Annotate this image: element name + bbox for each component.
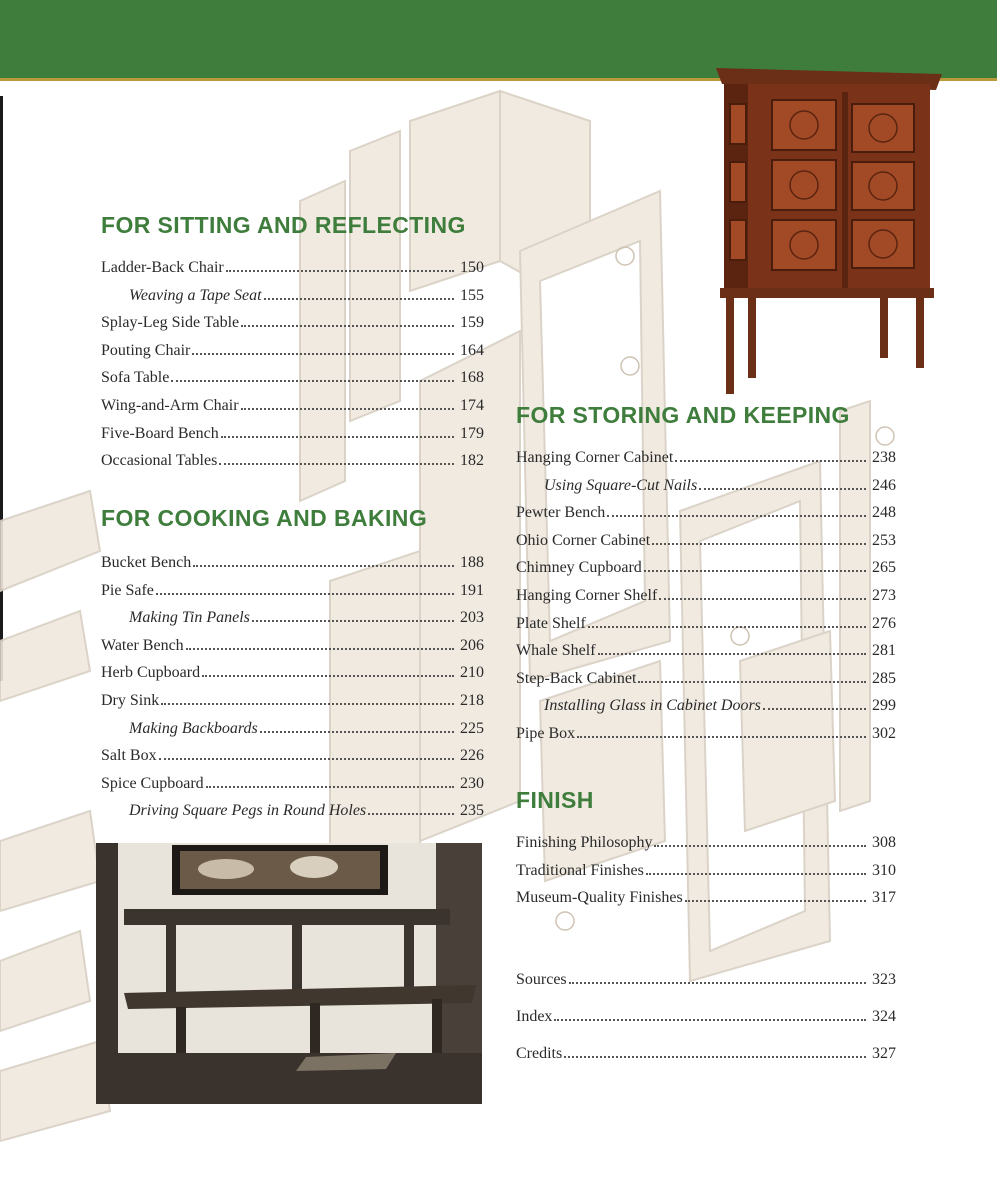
- toc-entry-page: 155: [460, 286, 484, 304]
- toc-entry[interactable]: [516, 829, 896, 857]
- toc-entry[interactable]: [516, 554, 896, 582]
- toc-entry-label: Using Square-Cut Nails: [544, 476, 698, 494]
- toc-entry-label: Salt Box: [101, 747, 157, 765]
- toc-entry-label: Pie Safe: [101, 581, 154, 599]
- leader-dots: [368, 813, 454, 815]
- toc-entry-page: 159: [460, 314, 484, 332]
- toc-list-finish: [516, 829, 896, 912]
- toc-entry-page: 188: [460, 554, 484, 571]
- toc-entry-label: Wing-and-Arm Chair: [101, 396, 239, 414]
- toc-entry-page: 225: [460, 719, 484, 737]
- toc-entry-page: 323: [872, 971, 896, 988]
- toc-entry[interactable]: [516, 998, 896, 1035]
- toc-entry[interactable]: [516, 692, 896, 720]
- section-cooking: [101, 505, 484, 825]
- toc-entry-page: 248: [872, 504, 896, 522]
- toc-entry[interactable]: [516, 527, 896, 555]
- section-title-storing: FOR STORING AND KEEPING: [516, 402, 850, 428]
- toc-entry-page: 168: [460, 369, 484, 387]
- toc-entry-page: 265: [872, 559, 896, 577]
- toc-entry-label: Chimney Cupboard: [516, 559, 642, 577]
- toc-entry-label: Sources: [516, 971, 567, 988]
- toc-entry[interactable]: [516, 665, 896, 693]
- toc-entry-page: 253: [872, 531, 896, 549]
- toc-entry-label: Bucket Bench: [101, 554, 192, 571]
- toc-list-cooking: [101, 549, 484, 825]
- toc-entry-label: Occasional Tables: [101, 452, 218, 470]
- leader-dots: [193, 565, 454, 567]
- toc-entry[interactable]: [516, 857, 896, 885]
- toc-entry-page: 281: [872, 642, 896, 660]
- toc-entry[interactable]: [516, 961, 896, 998]
- section-title-cooking: FOR COOKING AND BAKING: [101, 505, 428, 531]
- leader-dots: [685, 900, 866, 902]
- toc-entry-page: 226: [460, 747, 484, 765]
- toc-entry[interactable]: [516, 610, 896, 638]
- toc-entry[interactable]: [101, 577, 484, 605]
- toc-entry[interactable]: [101, 687, 484, 715]
- toc-entry-label: Sofa Table: [101, 369, 170, 387]
- leader-dots: [659, 598, 866, 600]
- toc-entry-page: 308: [872, 834, 896, 851]
- leader-dots: [241, 408, 454, 410]
- leader-dots: [226, 270, 454, 272]
- leader-dots: [675, 460, 866, 462]
- leader-dots: [699, 488, 866, 490]
- leader-dots: [554, 1019, 866, 1021]
- toc-list-sitting: [101, 254, 484, 475]
- leader-dots: [202, 675, 454, 677]
- toc-entry-page: 150: [460, 259, 484, 276]
- toc-entry-label: Finishing Philosophy: [516, 834, 653, 851]
- leader-dots: [569, 982, 866, 984]
- toc-entry-label: Traditional Finishes: [516, 861, 644, 879]
- toc-entry-label: Dry Sink: [101, 691, 160, 709]
- bench-photo: [96, 843, 482, 1104]
- toc-entry[interactable]: [101, 337, 484, 365]
- section-sitting: [101, 212, 484, 475]
- toc-entry-page: 206: [460, 636, 484, 654]
- toc-entry-page: 210: [460, 664, 484, 682]
- leader-dots: [644, 570, 866, 572]
- leader-dots: [654, 845, 866, 847]
- toc-entry-page: 179: [460, 424, 484, 442]
- toc-entry-label: Ladder-Back Chair: [101, 259, 224, 276]
- toc-entry-page: 299: [872, 697, 896, 715]
- toc-entry-label: Spice Cupboard: [101, 774, 204, 792]
- leader-dots: [652, 543, 866, 545]
- toc-entry[interactable]: [101, 282, 484, 310]
- toc-entry-label: Pouting Chair: [101, 341, 191, 359]
- toc-entry[interactable]: [516, 582, 896, 610]
- toc-entry-page: 164: [460, 341, 484, 359]
- toc-entry[interactable]: [101, 420, 484, 448]
- section-backmatter: [516, 961, 896, 1072]
- toc-list-storing: [516, 444, 896, 748]
- toc-entry-page: 327: [872, 1045, 896, 1062]
- leader-dots: [186, 648, 454, 650]
- leader-dots: [264, 298, 454, 300]
- toc-entry-page: 317: [872, 889, 896, 907]
- toc-entry-label: Whale Shelf: [516, 642, 596, 660]
- leader-dots: [206, 786, 454, 788]
- toc-entry[interactable]: [516, 472, 896, 500]
- toc-entry-label: Plate Shelf: [516, 614, 586, 632]
- toc-entry[interactable]: [101, 549, 484, 577]
- toc-entry-page: 310: [872, 861, 896, 879]
- leader-dots: [588, 626, 866, 628]
- toc-entry-label: Museum-Quality Finishes: [516, 889, 683, 907]
- toc-entry-label: Hanging Corner Cabinet: [516, 449, 674, 466]
- section-title-sitting: FOR SITTING AND REFLECTING: [101, 212, 466, 238]
- leader-dots: [577, 736, 866, 738]
- toc-entry-page: 238: [872, 449, 896, 466]
- toc-entry[interactable]: [516, 637, 896, 665]
- toc-entry-label: Ohio Corner Cabinet: [516, 531, 651, 549]
- leader-dots: [763, 708, 866, 710]
- leader-dots: [161, 703, 454, 705]
- leader-dots: [159, 758, 454, 760]
- toc-entry[interactable]: [101, 364, 484, 392]
- leader-dots: [192, 353, 454, 355]
- leader-dots: [598, 653, 866, 655]
- toc-entry-label: Weaving a Tape Seat: [129, 286, 262, 304]
- leader-dots: [607, 515, 866, 517]
- toc-entry-label: Driving Square Pegs in Round Holes: [129, 802, 367, 820]
- leader-dots: [219, 463, 454, 465]
- toc-entry[interactable]: [101, 742, 484, 770]
- toc-entry-label: Making Tin Panels: [129, 609, 250, 627]
- toc-entry-label: Making Backboards: [129, 719, 258, 737]
- toc-entry[interactable]: [516, 884, 896, 912]
- toc-entry-page: 182: [460, 452, 484, 470]
- toc-entry[interactable]: [101, 715, 484, 743]
- toc-entry[interactable]: [101, 770, 484, 798]
- toc-entry[interactable]: [101, 604, 484, 632]
- toc-entry-label: Herb Cupboard: [101, 664, 201, 682]
- toc-entry-label: Water Bench: [101, 636, 184, 654]
- toc-entry[interactable]: [516, 720, 896, 748]
- toc-entry-page: 191: [460, 581, 484, 599]
- toc-entry[interactable]: [101, 659, 484, 687]
- leader-dots: [564, 1056, 866, 1058]
- toc-entry-page: 273: [872, 586, 896, 604]
- toc-entry-label: Pipe Box: [516, 724, 576, 742]
- toc-entry[interactable]: [516, 499, 896, 527]
- toc-entry[interactable]: [101, 447, 484, 475]
- toc-entry-label: Credits: [516, 1045, 563, 1062]
- toc-entry-label: Step-Back Cabinet: [516, 669, 637, 687]
- toc-entry[interactable]: [101, 797, 484, 825]
- leader-dots: [260, 731, 454, 733]
- toc-entry[interactable]: [101, 254, 484, 282]
- leader-dots: [241, 325, 454, 327]
- toc-entry-page: 302: [872, 724, 896, 742]
- toc-entry[interactable]: [516, 444, 896, 472]
- toc-entry-label: Pewter Bench: [516, 504, 606, 522]
- toc-entry-label: Hanging Corner Shelf: [516, 586, 658, 604]
- toc-entry-page: 203: [460, 609, 484, 627]
- toc-entry-page: 235: [460, 802, 484, 820]
- toc-entry-page: 285: [872, 669, 896, 687]
- toc-entry-label: Installing Glass in Cabinet Doors: [544, 697, 761, 715]
- hanging-cabinet-photo: [712, 52, 946, 396]
- toc-entry-page: 218: [460, 691, 484, 709]
- toc-entry[interactable]: [101, 309, 484, 337]
- toc-entry-page: 246: [872, 476, 896, 494]
- toc-entry-label: Splay-Leg Side Table: [101, 314, 240, 332]
- leader-dots: [221, 436, 454, 438]
- toc-entry-label: Index: [516, 1008, 553, 1025]
- toc-list-backmatter: [516, 961, 896, 1072]
- toc-entry-page: 230: [460, 774, 484, 792]
- section-storing: [516, 402, 896, 748]
- toc-entry-label: Five-Board Bench: [101, 424, 219, 442]
- leader-dots: [646, 873, 866, 875]
- toc-entry[interactable]: [101, 632, 484, 660]
- toc-entry[interactable]: [516, 1035, 896, 1072]
- leader-dots: [171, 380, 454, 382]
- toc-entry-page: 174: [460, 396, 484, 414]
- section-finish: [516, 787, 896, 912]
- toc-entry[interactable]: [101, 392, 484, 420]
- toc-entry-page: 276: [872, 614, 896, 632]
- leader-dots: [638, 681, 866, 683]
- leader-dots: [156, 593, 454, 595]
- toc-entry-page: 324: [872, 1008, 896, 1025]
- leader-dots: [252, 620, 454, 622]
- section-title-finish: FINISH: [516, 787, 594, 813]
